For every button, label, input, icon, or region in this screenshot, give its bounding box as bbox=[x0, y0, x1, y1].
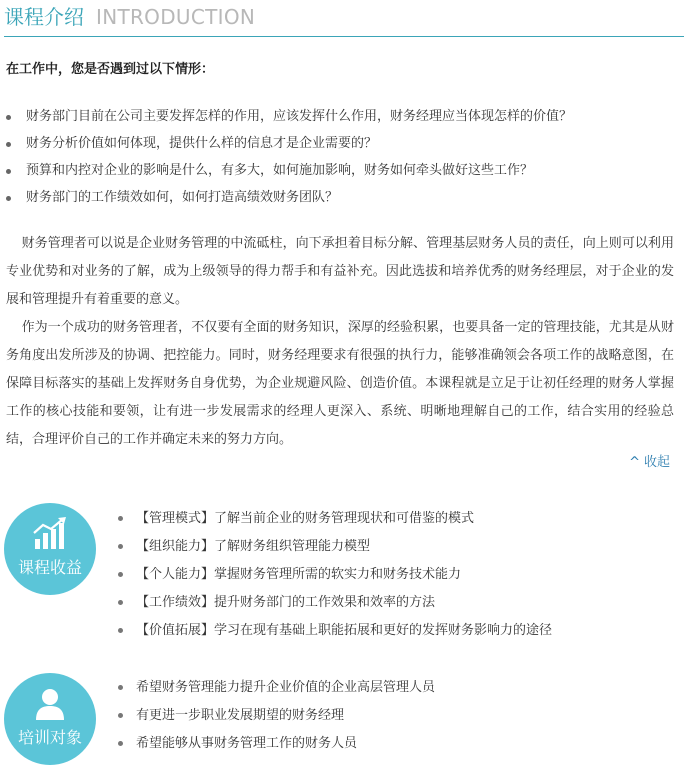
list-item bbox=[118, 537, 552, 565]
list-item-text: 希望能够从事财务管理工作的财务人员 bbox=[136, 736, 358, 751]
bullet-icon bbox=[118, 544, 123, 549]
list-item bbox=[118, 509, 552, 537]
question-list bbox=[6, 107, 682, 215]
bullet-icon bbox=[118, 600, 123, 605]
bullet-icon bbox=[6, 196, 11, 201]
list-item bbox=[6, 188, 682, 215]
list-item bbox=[118, 593, 552, 621]
list-item bbox=[6, 107, 682, 134]
audience-list bbox=[118, 678, 435, 762]
list-item bbox=[118, 678, 435, 706]
list-item-text: 【价值拓展】学习在现有基础上职能拓展和更好的发挥财务影响力的途径 bbox=[136, 623, 553, 638]
growth-chart-icon bbox=[31, 517, 69, 551]
bullet-icon bbox=[118, 713, 123, 718]
section-header bbox=[4, 4, 684, 37]
badge-label: 培训对象 bbox=[17, 728, 82, 747]
list-item-text: 希望财务管理能力提升企业价值的企业高层管理人员 bbox=[136, 680, 436, 695]
intro-paragraph: 财务管理者可以说是企业财务管理的中流砥柱，向下承担着目标分解、管理基层财务人员的责任，向上则可以利用专业优势和对业务的了解，成为上级领导的得力帮手和有益补充。因此选拔和培养优秀的财务经理层，对于企业的发展和管理提升有着重要的意义。 bbox=[6, 236, 674, 307]
list-item-text: 【组织能力】了解财务组织管理能力模型 bbox=[136, 539, 371, 554]
benefits-badge bbox=[4, 503, 96, 595]
list-item bbox=[118, 565, 552, 593]
bullet-icon bbox=[118, 516, 123, 521]
list-item-text: 预算和内控对企业的影响是什么，有多大，如何施加影响，财务如何牵头做好这些工作？ bbox=[26, 163, 534, 178]
intro-text bbox=[6, 230, 674, 454]
list-item-text: 财务部门目前在公司主要发挥怎样的作用，应该发挥什么作用，财务经理应当体现怎样的价值？ bbox=[26, 109, 573, 124]
question-heading: 在工作中，您是否遇到过以下情形： bbox=[6, 62, 215, 77]
list-item bbox=[6, 161, 682, 188]
bullet-icon bbox=[118, 685, 123, 690]
person-icon bbox=[31, 687, 69, 721]
collapse-link[interactable] bbox=[629, 453, 670, 473]
list-item bbox=[6, 134, 682, 161]
list-item-text: 财务分析价值如何体现，提供什么样的信息才是企业需要的？ bbox=[26, 136, 378, 151]
bullet-icon bbox=[6, 169, 11, 174]
list-item-text: 有更进一步职业发展期望的财务经理 bbox=[136, 708, 345, 723]
section-title-en: INTRODUCTION bbox=[96, 5, 256, 29]
bullet-icon bbox=[118, 628, 123, 633]
chevron-up-icon: ^ bbox=[629, 455, 640, 470]
bullet-icon bbox=[6, 115, 11, 120]
bullet-icon bbox=[118, 741, 123, 746]
bullet-icon bbox=[118, 572, 123, 577]
list-item-text: 【管理模式】了解当前企业的财务管理现状和可借鉴的模式 bbox=[136, 511, 475, 526]
bullet-icon bbox=[6, 142, 11, 147]
benefits-list bbox=[118, 509, 552, 649]
audience-badge bbox=[4, 673, 96, 765]
intro-paragraph: 作为一个成功的财务管理者，不仅要有全面的财务知识，深厚的经验积累，也要具备一定的管理技能，尤其是从财务角度出发所涉及的协调、把控能力。同时，财务经理要求有很强的执行力，能够准确领会各项工作的战略意图，在保障目标落实的基础上发挥财务自身优势，为企业规避风险、创造价值。本课程就是立足于让初任经理的财务人掌握工作的核心技能和要领，让有进一步发展需求的经理人更深入、系统、明晰地理解自己的工作，结合实用的经验总结，合理评价自己的工作并确定未来的努力方向。 bbox=[6, 320, 674, 447]
list-item bbox=[118, 621, 552, 649]
list-item bbox=[118, 706, 435, 734]
list-item-text: 【个人能力】掌握财务管理所需的软实力和财务技术能力 bbox=[136, 567, 462, 582]
section-title-cn: 课程介绍 bbox=[4, 5, 84, 29]
list-item-text: 财务部门的工作绩效如何，如何打造高绩效财务团队？ bbox=[26, 190, 339, 205]
badge-label: 课程收益 bbox=[17, 558, 82, 577]
list-item-text: 【工作绩效】提升财务部门的工作效果和效率的方法 bbox=[136, 595, 436, 610]
collapse-label: 收起 bbox=[643, 455, 670, 470]
list-item bbox=[118, 734, 435, 762]
